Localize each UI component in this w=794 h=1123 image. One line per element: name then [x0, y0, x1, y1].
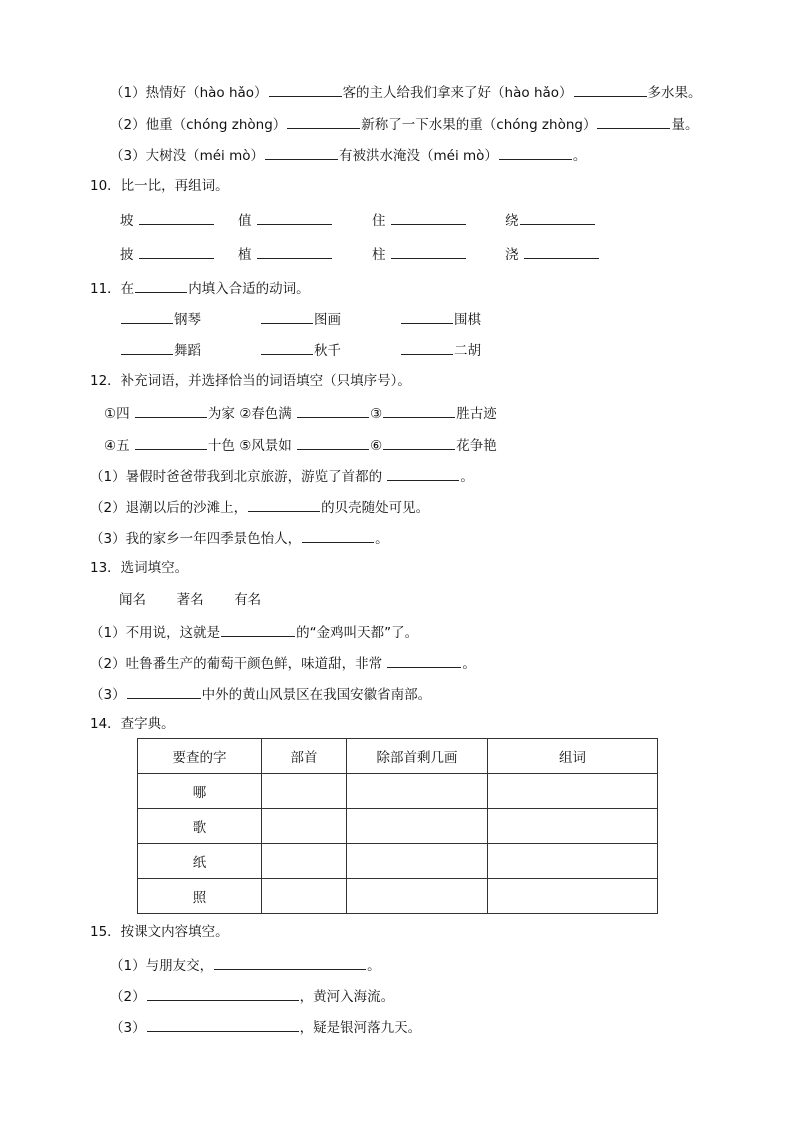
- q11-row-2-item-2: [260, 339, 341, 361]
- answer-blank[interactable]: [248, 496, 320, 512]
- answer-cell[interactable]: [262, 879, 347, 914]
- q14-title: 14．查字典。: [90, 716, 175, 732]
- table-row: [138, 844, 658, 879]
- sentence-post: ，黄河入海流。: [299, 989, 395, 1005]
- q11-row-2-item-3: [400, 339, 481, 361]
- sentence-pre: （2）退潮以后的沙滩上，: [90, 500, 248, 516]
- sentence-post: 的贝壳随处可见。: [321, 500, 430, 516]
- q10-row-1-item-2: [238, 209, 333, 231]
- answer-cell[interactable]: [262, 809, 347, 844]
- sentence-post: 的“金鸡叫天都”了。: [296, 625, 419, 641]
- column-header: 部首: [262, 739, 347, 774]
- answer-cell[interactable]: [262, 844, 347, 879]
- answer-blank[interactable]: [297, 434, 369, 450]
- q12-word-part: 胜古迹: [456, 406, 497, 422]
- column-header: 除部首剩几画: [347, 739, 488, 774]
- q10-char: 植: [238, 247, 252, 263]
- answer-blank[interactable]: [257, 209, 332, 225]
- q12-word-part: ⑥: [370, 438, 383, 454]
- answer-cell[interactable]: [488, 844, 658, 879]
- answer-blank[interactable]: [261, 308, 313, 324]
- q12-word-part: ④五: [104, 438, 130, 454]
- q12-row-1: [104, 402, 497, 422]
- q11-row-1-item-1: [120, 308, 201, 330]
- q10-row-1-item-3: [372, 209, 467, 231]
- q12-title: 12．补充词语，并选择恰当的词语填空（只填序号）。: [90, 373, 411, 389]
- answer-blank[interactable]: [147, 985, 299, 1001]
- q11-word: 秋千: [314, 343, 341, 359]
- sentence-post: 。: [367, 958, 381, 974]
- q10-row-1: [120, 209, 215, 231]
- answer-blank[interactable]: [121, 308, 173, 324]
- q9-item-1-mid: 客的主人给我们拿来了好（hào hǎo）: [342, 85, 573, 101]
- q10-char: 值: [238, 213, 252, 229]
- sentence-post: 中外的黄山风景区在我国安徽省南部。: [201, 687, 432, 703]
- q12-word-part: 十色 ⑤风景如: [207, 438, 292, 454]
- answer-blank[interactable]: [524, 243, 599, 259]
- q13-sentence-1: [90, 621, 418, 641]
- q10-title: 10．比一比，再组词。: [90, 178, 229, 194]
- q10-char: 浇: [505, 247, 519, 263]
- q13-sentence-3: [90, 683, 431, 703]
- q11-word: 舞蹈: [174, 343, 201, 359]
- word-option: 著名: [176, 592, 204, 608]
- sentence-pre: （1）与朋友交，: [110, 958, 214, 974]
- answer-blank[interactable]: [287, 113, 360, 129]
- table-row: [138, 774, 658, 809]
- q13-title: 13．选词填空。: [90, 560, 189, 576]
- q10-char: 披: [120, 247, 134, 263]
- answer-cell[interactable]: [488, 809, 658, 844]
- q15-sentence-3: [110, 1016, 421, 1036]
- q11-title-post: 内填入合适的动词。: [188, 281, 310, 297]
- answer-blank[interactable]: [121, 339, 173, 355]
- sentence-pre: （3）: [110, 1020, 146, 1036]
- answer-blank[interactable]: [127, 683, 201, 699]
- q9-item-3-prefix: （3）大树没（méi mò）: [110, 148, 264, 164]
- answer-blank[interactable]: [391, 209, 466, 225]
- char-cell: 纸: [138, 844, 262, 879]
- answer-cell[interactable]: [262, 774, 347, 809]
- q15-sentence-2: [110, 985, 394, 1005]
- table-row: [138, 879, 658, 914]
- sentence-post: 。: [460, 469, 474, 485]
- q10-char: 坡: [120, 213, 134, 229]
- answer-blank[interactable]: [221, 621, 295, 637]
- answer-blank[interactable]: [387, 652, 461, 668]
- answer-blank[interactable]: [401, 308, 453, 324]
- q10-row-2-item-3: [372, 243, 467, 265]
- sentence-post: 。: [375, 531, 389, 547]
- answer-blank[interactable]: [387, 465, 459, 481]
- q9-item-3: [110, 144, 586, 164]
- answer-cell[interactable]: [347, 809, 488, 844]
- sentence-pre: （3）: [90, 687, 126, 703]
- q9-item-1-prefix: （1）热情好（hào hǎo）: [110, 85, 268, 101]
- column-header: 要查的字: [138, 739, 262, 774]
- q12-word-part: ③: [370, 406, 383, 422]
- q11-row-1-item-2: [260, 308, 341, 330]
- word-option: 有名: [234, 592, 262, 608]
- title-blank: [135, 277, 187, 293]
- char-cell: 照: [138, 879, 262, 914]
- dictionary-table: [137, 738, 658, 914]
- q12-word-part: 为家 ②春色满: [207, 406, 292, 422]
- sentence-pre: （1）不用说，这就是: [90, 625, 221, 641]
- sentence-pre: （3）我的家乡一年四季景色怡人，: [90, 531, 302, 547]
- table-header-row: [138, 739, 658, 774]
- q11-row-1-item-3: [400, 308, 481, 330]
- answer-blank[interactable]: [520, 209, 595, 225]
- q9-item-3-mid: 有被洪水淹没（méi mò）: [339, 148, 498, 164]
- q12-row-2: [104, 434, 497, 454]
- answer-cell[interactable]: [488, 774, 658, 809]
- answer-cell[interactable]: [347, 879, 488, 914]
- char-cell: 歌: [138, 809, 262, 844]
- sentence-pre: （1）暑假时爸爸带我到北京旅游，游览了首都的: [90, 469, 383, 485]
- answer-blank[interactable]: [147, 1016, 299, 1032]
- answer-blank[interactable]: [391, 243, 466, 259]
- sentence-pre: （2）吐鲁番生产的葡萄干颜色鲜，味道甜，非常: [90, 656, 383, 672]
- answer-blank[interactable]: [269, 81, 342, 97]
- q12-word-part: 花争艳: [456, 438, 497, 454]
- q11-word: 钢琴: [174, 312, 201, 328]
- q10-row-1-item-4: [505, 209, 596, 231]
- q9-item-2-prefix: （2）他重（chóng zhòng）: [110, 117, 287, 133]
- q10-char: 柱: [372, 247, 386, 263]
- q15-sentence-1: [110, 954, 381, 974]
- table-row: [138, 809, 658, 844]
- q13-word-bank: [119, 590, 261, 610]
- q9-item-1-end: 多水果。: [647, 85, 702, 101]
- answer-blank[interactable]: [139, 209, 214, 225]
- answer-blank[interactable]: [574, 81, 647, 97]
- q9-item-1: [110, 81, 702, 101]
- answer-blank[interactable]: [214, 954, 366, 970]
- answer-blank[interactable]: [302, 527, 374, 543]
- answer-blank[interactable]: [265, 144, 338, 160]
- sentence-post: ，疑是银河落九天。: [299, 1020, 422, 1036]
- answer-blank[interactable]: [383, 402, 455, 418]
- q12-sentence-2: [90, 496, 429, 516]
- q10-row-2-item-4: [505, 243, 600, 265]
- q10-row-2-item-2: [238, 243, 333, 265]
- q11-title-pre: 11．在: [90, 281, 135, 297]
- answer-blank[interactable]: [257, 243, 332, 259]
- q12-sentence-1: [90, 465, 474, 485]
- answer-cell[interactable]: [347, 774, 488, 809]
- q12-sentence-3: [90, 527, 389, 547]
- answer-cell[interactable]: [347, 844, 488, 879]
- answer-blank[interactable]: [139, 243, 214, 259]
- q9-item-2-end: 量。: [671, 117, 699, 133]
- answer-blank[interactable]: [135, 402, 207, 418]
- q10-char: 住: [372, 213, 386, 229]
- answer-blank[interactable]: [401, 339, 453, 355]
- q11-word: 图画: [314, 312, 341, 328]
- q9-item-3-end: 。: [572, 148, 587, 164]
- q11-word: 围棋: [454, 312, 481, 328]
- q13-sentence-2: [90, 652, 476, 672]
- answer-blank[interactable]: [499, 144, 572, 160]
- q10-char: 绕: [505, 213, 519, 229]
- answer-blank[interactable]: [597, 113, 670, 129]
- column-header: 组词: [488, 739, 658, 774]
- answer-cell[interactable]: [488, 879, 658, 914]
- answer-blank[interactable]: [261, 339, 313, 355]
- q11-row-2-item-1: [120, 339, 201, 361]
- char-cell: 哪: [138, 774, 262, 809]
- q9-item-2: [110, 113, 698, 133]
- q9-item-2-mid: 新称了一下水果的重（chóng zhòng）: [361, 117, 597, 133]
- q12-word-part: ①四: [104, 406, 130, 422]
- q10-row-2: [120, 243, 215, 265]
- sentence-post: 。: [462, 656, 476, 672]
- q15-title: 15．按课文内容填空。: [90, 924, 229, 940]
- answer-blank[interactable]: [383, 434, 455, 450]
- answer-blank[interactable]: [297, 402, 369, 418]
- q11-word: 二胡: [454, 343, 481, 359]
- sentence-pre: （2）: [110, 989, 146, 1005]
- answer-blank[interactable]: [135, 434, 207, 450]
- q11-title: [90, 277, 310, 297]
- word-option: 闻名: [119, 592, 146, 608]
